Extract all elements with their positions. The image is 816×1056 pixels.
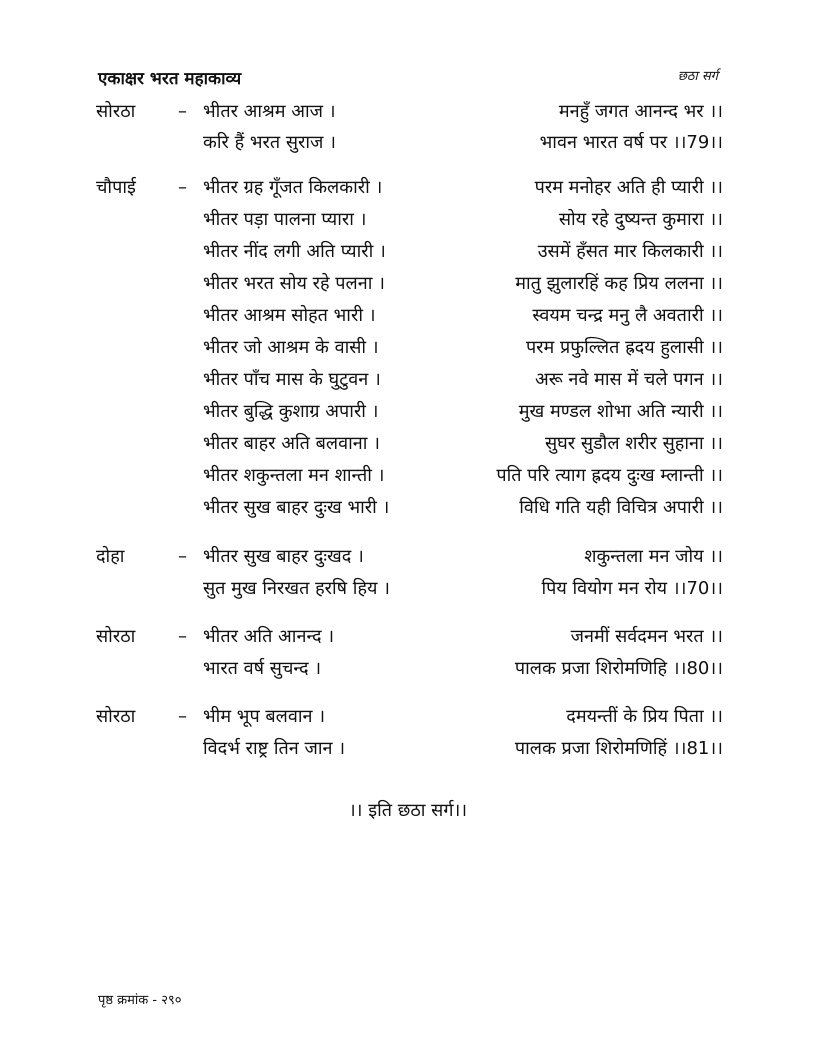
stanza-dash: – [178,177,187,198]
verse-half: पालक प्रजा शिरोमणिहि ।।80।। [514,658,723,679]
stanza-label: सोरठा [96,706,136,727]
verse-half: करि हैं भरत सुराज । [203,132,336,153]
stanza-label: सोरठा [96,101,136,122]
verse-half: भावन भारत वर्ष पर ।।79।। [539,132,723,153]
verse-line [203,541,723,573]
verse-half: भीतर अति आनन्द । [203,626,335,647]
verse-half: उसमें हँसत मार किलकारी ।। [537,241,723,262]
verse-line [203,701,723,733]
verse-line [203,573,723,605]
verse-line [203,653,723,685]
verse-half: दमयन्तीं के प्रिय पिता ।। [566,706,723,727]
stanza-label: दोहा [96,546,125,567]
verse-half: भीतर बाहर अति बलवाना । [203,433,380,454]
verse-half: पालक प्रजा शिरोमणिहिं ।।81।। [514,738,723,759]
verse-line [203,300,723,332]
verse-line [203,621,723,653]
verse-line [203,733,723,765]
page-number: पृष्ठ क्रमांक - २९० [98,993,182,1008]
verse-half: स्वयम चन्द्र मनु लै अवतारी ।। [532,305,723,326]
verse-half: भीतर ग्रह गूँजत किलकारी । [203,177,383,198]
verse-half: भारत वर्ष सुचन्द । [203,658,322,679]
verse-half: भीतर पड़ा पालना प्यारा । [203,209,367,230]
chapter-end-title: ।। इति छठा सर्ग।। [348,800,468,821]
stanza-dash: – [178,546,187,567]
stanza-label: सोरठा [96,626,136,647]
verse-half: भीतर शकुन्तला मन शान्ती । [203,465,385,486]
verse-half: विदर्भ राष्ट्र तिन जान । [203,738,346,759]
verse-half: भीतर जो आश्रम के वासी । [203,337,379,358]
verse-line [203,127,723,159]
verse-half: पति परि त्याग ह्रदय दुःख म्लान्ती ।। [496,465,723,486]
verse-half: अरू नवे मास में चले पगन ।। [534,369,723,390]
verse-line [203,204,723,236]
verse-half: सोय रहे दुष्यन्त कुमारा ।। [558,209,723,230]
verse-half: सुत मुख निरखत हरषि हिय । [203,578,390,599]
verse-line [203,460,723,492]
verse-half: परम मनोहर अति ही प्यारी ।। [534,177,723,198]
verse-half: भीतर बुद्धि कुशाग्र अपारी । [203,401,379,422]
stanza-dash: – [178,706,187,727]
verse-line [203,172,723,204]
verse-half: भीतर आश्रम सोहत भारी । [203,305,376,326]
verse-half: मुख मण्डल शोभा अति न्यारी ।। [518,401,723,422]
verse-half: भीतर आश्रम आज । [203,101,336,122]
verse-half: भीतर सुख बाहर दुःख भारी । [203,497,390,518]
verse-half: भीतर पाँच मास के घुटुवन । [203,369,381,390]
book-title: एकाक्षर भरत महाकाव्य [98,69,242,89]
verse-half: भीतर भरत सोय रहे पलना । [203,273,385,294]
verse-half: सुघर सुडौल शरीर सुहाना ।। [544,433,723,454]
verse-half: भीतर सुख बाहर दुःखद । [203,546,364,567]
stanza-label: चौपाई [96,177,136,198]
verse-half: भीम भूप बलवान । [203,706,326,727]
verse-line [203,332,723,364]
verse-line [203,396,723,428]
verse-half: जनमीं सर्वदमन भरत ।। [570,626,723,647]
verse-half: भीतर नींद लगी अति प्यारी । [203,241,386,262]
verse-line [203,364,723,396]
verse-line [203,236,723,268]
verse-half: मनहुँ जगत आनन्द भर ।। [558,101,723,122]
verse-half: पिय वियोग मन रोय ।।70।। [541,578,723,599]
stanza-dash: – [178,626,187,647]
verse-line [203,492,723,524]
verse-half: परम प्रफुल्लित ह्रदय हुलासी ।। [525,337,723,358]
verse-line [203,428,723,460]
verse-line [203,268,723,300]
verse-line [203,96,723,128]
verse-half: मातु झुलारहिं कह प्रिय ललना ।। [515,273,723,294]
stanza-dash: – [178,101,187,122]
verse-half: विधि गति यही विचित्र अपारी ।। [519,497,723,518]
verse-half: शकुन्तला मन जोय ।। [584,546,723,567]
chapter-title: छठा सर्ग [677,69,718,84]
